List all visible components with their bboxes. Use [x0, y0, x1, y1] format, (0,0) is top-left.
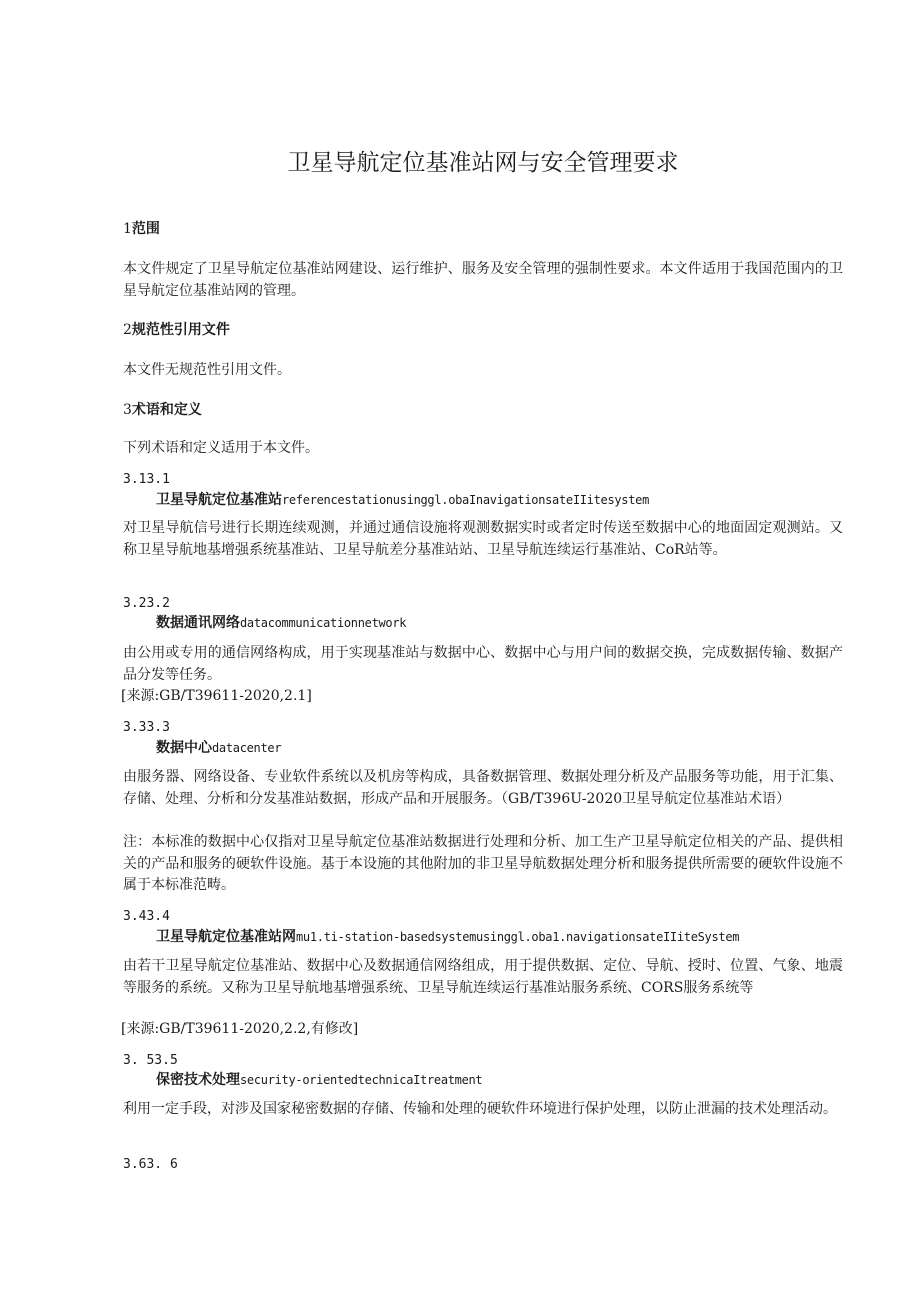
section-paragraph-scope: 本文件规定了卫星导航定位基准站网建设、运行维护、服务及安全管理的强制性要求。本文件适用于我国范围内的卫星导航定位基准站网的管理。 — [123, 261, 843, 299]
term-number: 3.13.1 — [123, 472, 170, 487]
section-title: 规范性引用文件 — [131, 322, 230, 338]
term-zh: 卫星导航定位基准站网 — [156, 929, 296, 945]
term-zh: 保密技术处理 — [156, 1072, 240, 1088]
term-title — [123, 490, 876, 512]
term-number: 3.33.3 — [123, 720, 170, 735]
term-title — [123, 1070, 876, 1092]
term-number: 3. 53.5 — [123, 1053, 178, 1068]
term-note: 注：本标准的数据中心仅指对卫星导航定位基准站数据进行处理和分析、加工生产卫星导航定位相关的产品、提供相关的产品和服务的硬软件设施。基于本设施的其他附加的非卫星导航数据处理分析和服务提供所需要的硬软件设施不属于本标准范畴。 — [123, 834, 843, 893]
term-en: datacenter — [212, 741, 282, 755]
term-zh: 卫星导航定位基准站 — [156, 492, 282, 508]
term-number: 3.23.2 — [123, 596, 170, 611]
term-title — [123, 738, 876, 760]
section-number: 1 — [123, 221, 132, 237]
term-title — [123, 613, 876, 635]
section-heading-terms — [123, 400, 843, 422]
section-title: 范围 — [131, 221, 160, 237]
section-paragraph-terms: 下列术语和定义适用于本文件。 — [123, 440, 319, 456]
term-title — [123, 927, 876, 949]
term-en: referencestationusinggl.obaInavigationsateIIitesystem — [282, 493, 650, 507]
document-title: 卫星导航定位基准站网与安全管理要求 — [287, 150, 679, 176]
term-en: security-orientedtechnicaItreatment — [240, 1073, 483, 1087]
section-number: 3 — [123, 402, 132, 418]
term-zh: 数据中心 — [156, 740, 212, 756]
term-definition: 由公用或专用的通信网络构成，用于实现基准站与数据中心、数据中心与用户间的数据交换，完成数据传输、数据产品分发等任务。 — [123, 645, 843, 683]
term-definition: 由若干卫星导航定位基准站、数据中心及数据通信网络组成，用于提供数据、定位、导航、授时、位置、气象、地震等服务的系统。又称为卫星导航地基增强系统、卫星导航连续运行基准站服务系统、CORS服务系统等 — [123, 958, 843, 996]
section-number: 2 — [123, 322, 132, 338]
term-definition: 由服务器、网络设备、专业软件系统以及机房等构成，具备数据管理、数据处理分析及产品服务等功能，用于汇集、存储、处理、分析和分发基准站数据，形成产品和开展服务。（GB/T396U-2020卫星导航定位基准站术语） — [123, 769, 843, 807]
term-en: datacommunicationnetwork — [240, 616, 407, 630]
term-en: mu1.ti-station-basedsystemusinggl.oba1.navigationsateIIiteSystem — [296, 930, 740, 944]
term-number: 3.43.4 — [123, 909, 170, 924]
term-definition: 对卫星导航信号进行长期连续观测，并通过通信设施将观测数据实时或者定时传送至数据中心的地面固定观测站。又称卫星导航地基增强系统基准站、卫星导航差分基准站站、卫星导航连续运行基准站、CoR站等。 — [123, 520, 843, 558]
term-source: [来源:GB/T39611-2020,2.1] — [121, 688, 312, 704]
term-source: [来源:GB/T39611-2020,2.2,有修改] — [121, 1021, 359, 1037]
section-heading-scope — [123, 219, 843, 241]
section-heading-references — [123, 320, 843, 342]
term-definition: 利用一定手段，对涉及国家秘密数据的存储、传输和处理的硬软件环境进行保护处理，以防止泄漏的技术处理活动。 — [123, 1101, 837, 1117]
section-paragraph-references: 本文件无规范性引用文件。 — [123, 362, 291, 378]
section-title: 术语和定义 — [131, 402, 202, 418]
term-zh: 数据通讯网络 — [156, 615, 240, 631]
term-number: 3.63. 6 — [123, 1157, 178, 1172]
